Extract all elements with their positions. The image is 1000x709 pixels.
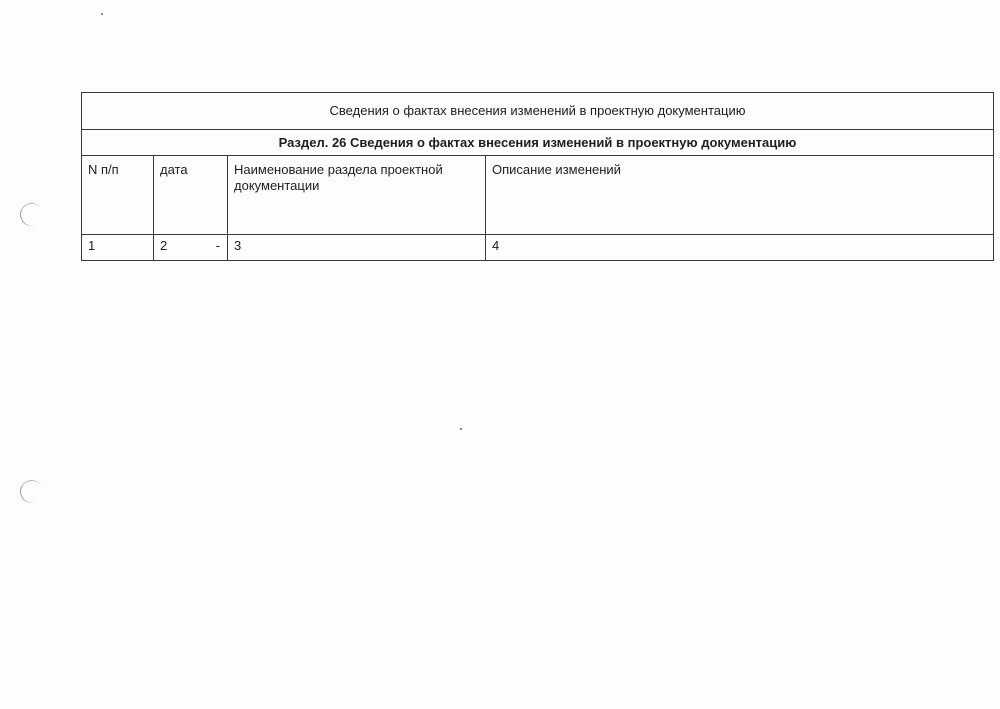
table-title-row: [82, 93, 994, 130]
section-title: Раздел. 26 Сведения о фактах внесения изменений в проектную документацию: [82, 130, 994, 156]
column-number-2: 2: [160, 238, 168, 253]
table-title: Сведения о фактах внесения изменений в проектную документацию: [82, 93, 994, 130]
column-header-description: Описание изменений: [486, 156, 994, 235]
column-header-date: дата: [154, 156, 228, 235]
table-row: [82, 235, 994, 261]
column-number-3: 3: [228, 235, 486, 261]
column-number-4: 4: [486, 235, 994, 261]
date-cell-mark: -: [215, 238, 220, 253]
table-header-row: [82, 156, 994, 235]
scan-speck: [460, 428, 462, 430]
column-number-1: 1: [82, 235, 154, 261]
section-title-row: [82, 130, 994, 156]
changes-table: [81, 92, 994, 261]
column-number-2-cell: [154, 235, 228, 261]
column-header-number: N п/п: [82, 156, 154, 235]
punch-hole-mark: [17, 477, 46, 506]
scan-speck: [101, 13, 103, 15]
column-header-section-name: Наименование раздела проектной документации: [228, 156, 486, 235]
punch-hole-mark: [17, 200, 46, 229]
